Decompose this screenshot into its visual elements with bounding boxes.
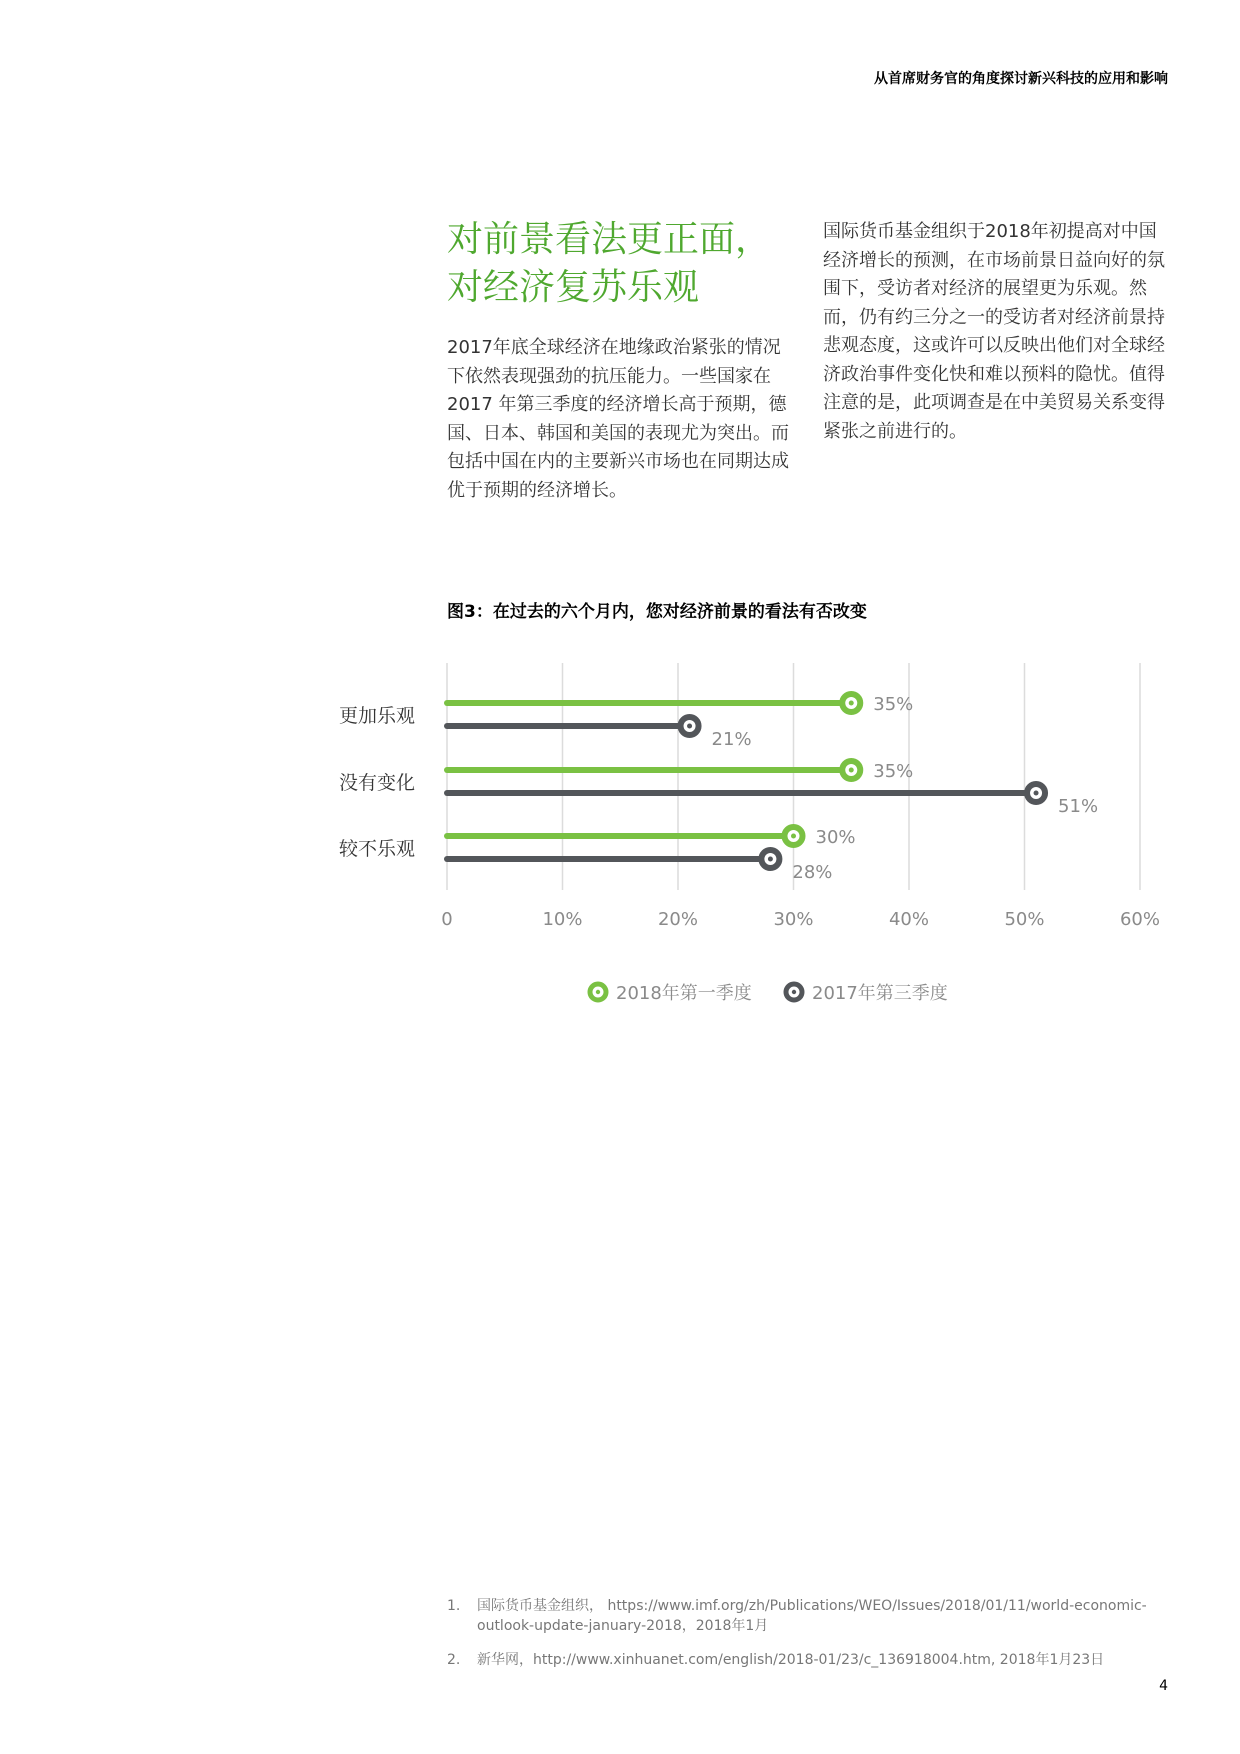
x-tick-label: 10% <box>542 909 583 930</box>
x-tick-label: 50% <box>1004 909 1045 930</box>
legend-label: 2018年第一季度 <box>616 983 752 1004</box>
legend-marker-dot <box>596 990 600 994</box>
page-number: 4 <box>1159 1678 1168 1694</box>
body-paragraph-right: 国际货币基金组织于2018年初提高对中国经济增长的预测，在市场前景日益向好的氛围下，受访者对经济的展望更为乐观。然而，仍有约三分之一的受访者对经济前景持悲观态度，这或许可以反映出他们对全球经济政治事件变化快和难以预料的隐忧。值得注意的是，此项调查是在中美贸易关系变得紧张之前进行的。 <box>823 221 1165 442</box>
running-header: 从首席财务官的角度探讨新兴科技的应用和影响 <box>874 71 1168 87</box>
x-tick-label: 30% <box>773 909 814 930</box>
category-label: 较不乐观 <box>338 838 415 860</box>
legend-marker-dot <box>792 990 796 994</box>
headline-line-1: 对前景看法更正面， <box>447 219 772 260</box>
category-label: 没有变化 <box>338 772 415 794</box>
bar-end-marker-dot <box>768 857 773 862</box>
data-label: 51% <box>1058 796 1099 817</box>
category-label: 更加乐观 <box>338 705 415 727</box>
footnote-number: 1. <box>447 1598 461 1614</box>
data-label: 30% <box>815 827 856 848</box>
x-tick-label: 60% <box>1119 909 1161 930</box>
figure-title: 图3：在过去的六个月内，您对经济前景的看法有否改变 <box>447 602 867 622</box>
x-tick-label: 20% <box>657 909 699 930</box>
data-label: 35% <box>873 761 914 782</box>
x-tick-label: 0 <box>441 909 453 930</box>
footnote-number: 2. <box>447 1652 461 1668</box>
body-paragraph-left: 2017年底全球经济在地缘政治紧张的情况下依然表现强劲的抗压能力。一些国家在2017 年第三季度的经济增长高于预期，德国、日本、韩国和美国的表现尤为突出。而包括中国在内的主要新兴市场也在同期达成优于预期的经济增长。 <box>447 337 789 501</box>
legend-label: 2017年第三季度 <box>812 983 948 1004</box>
bar-end-marker-dot <box>687 724 692 729</box>
headline-line-2: 对经济复苏乐观 <box>447 267 700 308</box>
data-label: 35% <box>873 694 914 715</box>
bar-end-marker-dot <box>849 701 854 706</box>
footnote-1 <box>447 1596 1167 1636</box>
bar-end-marker-dot <box>849 768 854 773</box>
data-label: 28% <box>792 862 833 883</box>
x-tick-label: 40% <box>888 909 930 930</box>
footnote-text: 国际货币基金组织， https://www.imf.org/zh/Publications/WEO/Issues/2018/01/11/world-economic-outlook-update-january-2018，2018年1月 <box>477 1598 1147 1634</box>
footnote-2 <box>447 1650 1167 1670</box>
footnote-text: 新华网，http://www.xinhuanet.com/english/2018-01/23/c_136918004.htm, 2018年1月23日 <box>477 1652 1105 1668</box>
bar-end-marker-dot <box>791 834 796 839</box>
footnotes <box>447 1596 1167 1684</box>
bar-end-marker-dot <box>1034 791 1039 796</box>
data-label: 21% <box>711 729 752 750</box>
